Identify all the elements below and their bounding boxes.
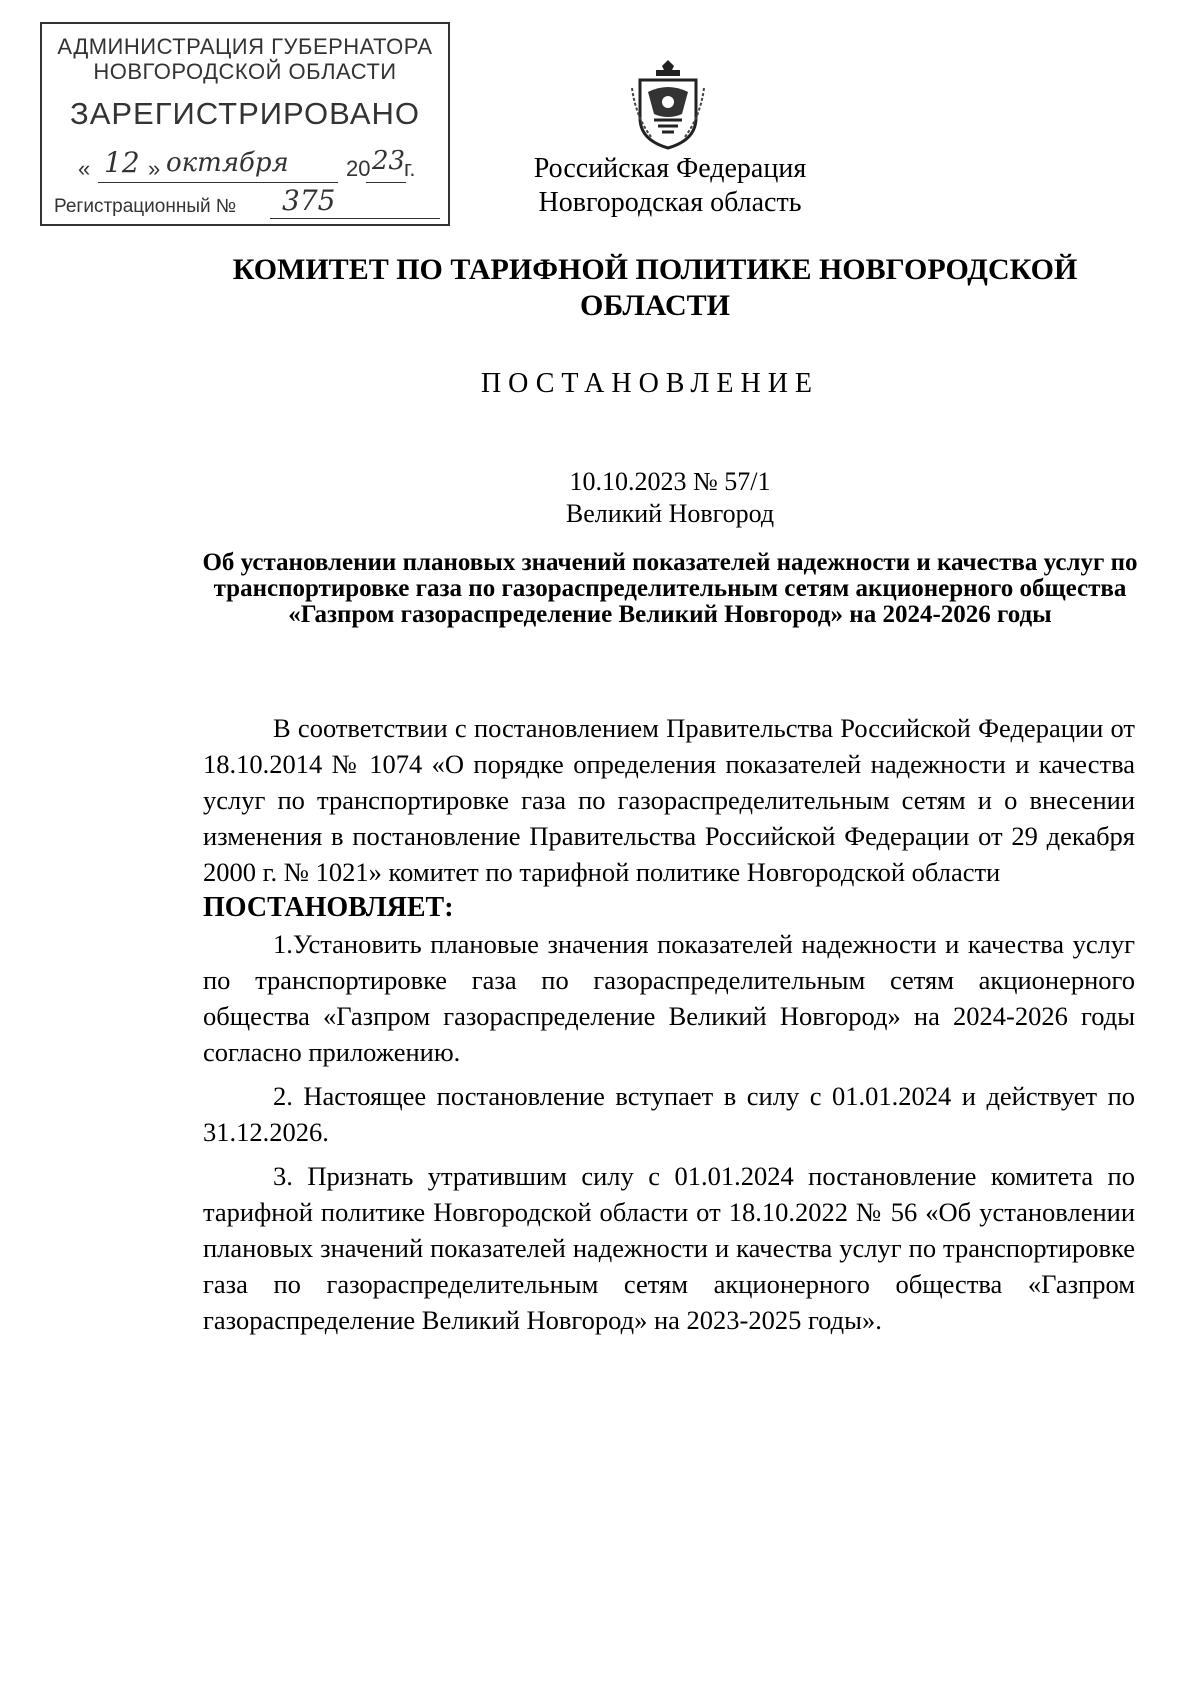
item-3-paragraph: 3. Признать утратившим силу с 01.01.2024 постановление комитета по тарифной политике Новгородской области от 18.10.2022 № 56 «Об установлении плановых значений показателей надежности и качества услуг по транспортировке газа по газораспределительным сетям акционерного общества «Газпром газораспределение Великий Новгород» на 2023-2025 годы».	[203, 1161, 1135, 1335]
stamp-reg-label: Регистрационный №	[54, 196, 237, 217]
country-name: Российская Федерация	[533, 153, 807, 184]
stamp-org-line1: АДМИНИСТРАЦИЯ ГУБЕРНАТОРА	[57, 34, 433, 59]
document-date-block	[430, 466, 910, 530]
document-title: Об установлении плановых значений показателей надежности и качества услуг по транспортировке газа по газораспределительным сетям акционерного общества «Газпром газораспределение Великий Новгород» на 2024-2026 годы	[202, 549, 1138, 628]
stamp-org-line2: НОВГОРОДСКОЙ ОБЛАСТИ	[93, 59, 397, 84]
document-date-number: 10.10.2023 № 57/1	[569, 467, 771, 496]
registration-stamp	[40, 22, 450, 226]
document-type: ПОСТАНОВЛЕНИЕ	[480, 368, 820, 399]
stamp-status: ЗАРЕГИСТРИРОВАНО	[69, 96, 420, 131]
country-block	[500, 152, 840, 220]
stamp-year-prefix: 20	[346, 156, 371, 181]
region-name: Новгородская область	[538, 187, 802, 218]
committee-name: КОМИТЕТ ПО ТАРИФНОЙ ПОЛИТИКЕ НОВГОРОДСКОЙ ОБЛАСТИ	[232, 253, 1078, 322]
stamp-year-unit: г.	[404, 156, 416, 181]
decree-heading: ПОСТАНОВЛЯЕТ:	[203, 892, 454, 923]
stamp-day: 12	[104, 146, 140, 179]
document-body	[203, 710, 1135, 1338]
item-1-paragraph: 1.Установить плановые значения показателей надежности и качества услуг по транспортировке газа по газораспределительным сетям акционерного общества «Газпром газораспределение Великий Новгород» на 2024-2026 годы согласно приложению.	[203, 929, 1135, 1067]
stamp-month: октября	[166, 148, 289, 178]
stamp-organization	[42, 34, 448, 84]
preamble-paragraph: В соответствии с постановлением Правительства Российской Федерации от 18.10.2014 № 1074 «О порядке определения показателей надежности и качества услуг по транспортировке газа по газораспределительным сетям и о внесении изменения в постановление Правительства Российской Федерации от 29 декабря 2000 г. № 1021» комитет по тарифной политике Новгородской области	[203, 713, 1135, 887]
stamp-reg-number: 375	[282, 184, 336, 217]
document-city: Великий Новгород	[565, 499, 775, 528]
coat-of-arms-icon	[628, 58, 708, 154]
stamp-year-suffix: 23	[372, 146, 406, 176]
item-2-paragraph: 2. Настоящее постановление вступает в силу с 01.01.2024 и действует по 31.12.2026.	[203, 1081, 1135, 1147]
stamp-date: « 12 » октября 20 23 г.	[78, 146, 416, 181]
